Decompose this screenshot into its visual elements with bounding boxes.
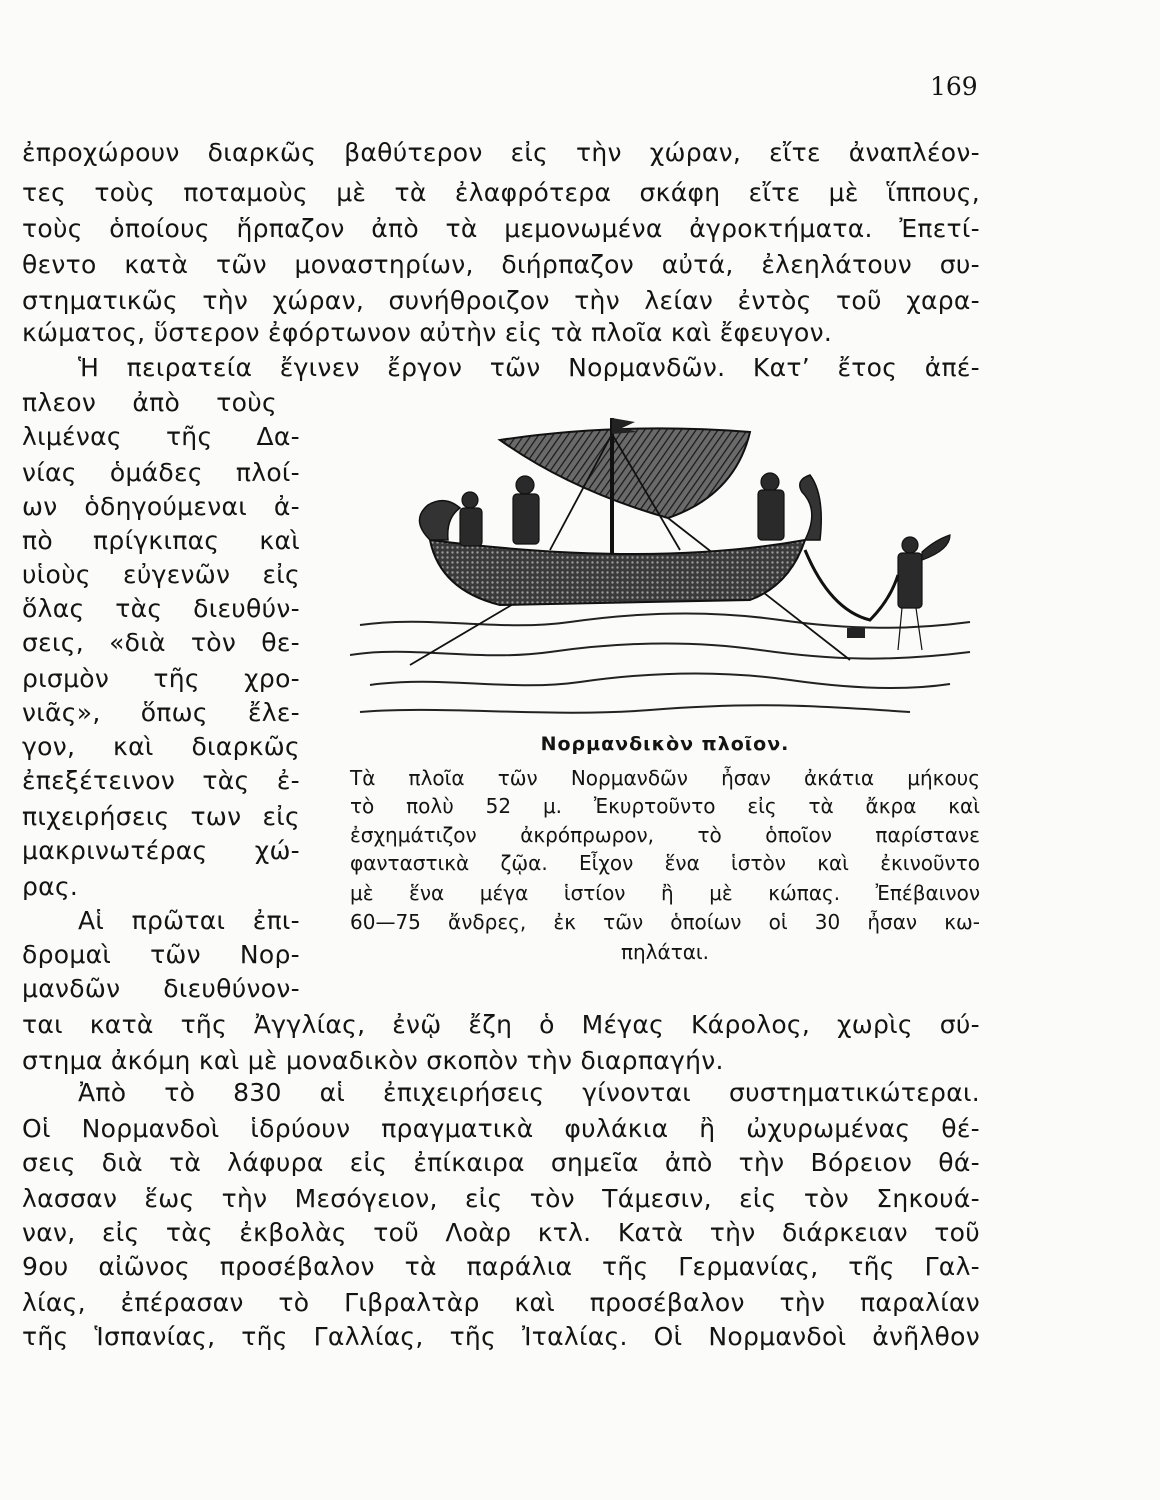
figure-caption-line: 60—75 ἄνδρες, ἐκ τῶν ὁποίων οἱ 30 ἦσαν κω- [350, 910, 980, 934]
column-line: υἱοὺς εὐγενῶν εἰς [22, 560, 300, 589]
figure-caption-line: φανταστικὰ ζῷα. Εἶχον ἕνα ἱστὸν καὶ ἐκινοῦντο [350, 851, 980, 875]
column-line: πὸ πρίγκιπας καὶ [22, 526, 300, 555]
text-line: λασσαν ἕως τὴν Μεσόγειον, εἰς τὸν Τάμεσιν, εἰς τὸν Σηκουά- [22, 1184, 980, 1213]
column-line: ἐπεξέτεινον τὰς ἐ- [22, 766, 300, 795]
column-line: ων ὁδηγούμεναι ἀ- [22, 492, 300, 521]
page-number: 169 [930, 72, 978, 101]
figure-caption-title: Νορμανδικὸν πλοῖον. [540, 733, 790, 755]
column-line: πιχειρήσεις των εἰς [22, 802, 300, 831]
column-line: δρομαὶ τῶν Νορ- [22, 940, 300, 969]
column-line: μανδῶν διευθύνον- [22, 974, 300, 1003]
column-line: νίας ὁμάδες πλοί- [22, 458, 300, 487]
text-line: λίας, ἐπέρασαν τὸ Γιβραλτὰρ καὶ προσέβαλον τὴν παραλίαν [22, 1288, 980, 1317]
text-line: στημα ἀκόμη καὶ μὲ μοναδικὸν σκοπὸν τὴν διαρπαγήν. [22, 1046, 724, 1075]
column-line: πλεον ἀπὸ τοὺς [22, 388, 277, 417]
column-line: νιᾶς», ὅπως ἔλε- [22, 698, 300, 727]
text-line: ἐπροχώρουν διαρκῶς βαθύτερον εἰς τὴν χώραν, εἴτε ἀναπλέον- [22, 138, 980, 167]
norman-ship-illustration [350, 400, 980, 730]
text-line: τῆς Ἱσπανίας, τῆς Γαλλίας, τῆς Ἰταλίας. Οἱ Νορμανδοὶ ἀνῆλθον [22, 1322, 980, 1351]
sea-waves [350, 613, 970, 712]
column-line: λιμένας τῆς Δα- [22, 422, 300, 451]
column-line: σεις, «διὰ τὸν θε- [22, 628, 300, 657]
column-line: Αἱ πρῶται ἐπι- [78, 906, 300, 935]
text-line: 9ου αἰῶνος προσέβαλον τὰ παράλια τῆς Γερμανίας, τῆς Γαλ- [22, 1252, 980, 1281]
text-line: Οἱ Νορμανδοὶ ἱδρύουν πραγματικὰ φυλάκια ἢ ὠχυρωμένας θέ- [22, 1114, 980, 1143]
text-line: ναν, εἰς τὰς ἐκβολὰς τοῦ Λοὰρ κτλ. Κατὰ τὴν διάρκειαν τοῦ [22, 1218, 980, 1247]
shore-figure [898, 535, 950, 650]
text-line: σεις διὰ τὰ λάφυρα εἰς ἐπίκαιρα σημεῖα ἀπὸ τὴν Βόρειον θά- [22, 1148, 980, 1177]
column-line: γον, καὶ διαρκῶς [22, 732, 300, 761]
text-line: στηματικῶς τὴν χώραν, συνήθροιζον τὴν λείαν ἐντὸς τοῦ χαρα- [22, 286, 980, 315]
text-line: Ἡ πειρατεία ἔγινεν ἔργον τῶν Νορμανδῶν. Κατ’ ἔτος ἀπέ- [78, 353, 980, 382]
figure-caption-line: πηλάται. [620, 940, 710, 964]
text-line: Ἀπὸ τὸ 830 αἱ ἐπιχειρήσεις γίνονται συστηματικώτεραι. [78, 1078, 980, 1107]
figure-caption-line: τὸ πολὺ 52 μ. Ἐκυρτοῦντο εἰς τὰ ἄκρα καὶ [350, 794, 980, 818]
ship-hull [430, 540, 805, 605]
column-line: ὅλας τὰς διευθύν- [22, 594, 300, 623]
column-line: μακρινωτέρας χώ- [22, 836, 300, 865]
figure-caption-line: ἐσχημάτιζον ἀκρόπρωρον, τὸ ὁποῖον παρίστανε [350, 823, 980, 847]
column-line: ρας. [22, 872, 79, 901]
text-line: θεντο κατὰ τῶν μοναστηρίων, διήρπαζον αὐτά, ἐλεηλάτουν συ- [22, 250, 980, 279]
text-line: τες τοὺς ποταμοὺς μὲ τὰ ἐλαφρότερα σκάφη εἴτε μὲ ἵππους, [22, 178, 980, 207]
text-line: ται κατὰ τῆς Ἀγγλίας, ἐνῷ ἔζη ὁ Μέγας Κάρολος, χωρὶς σύ- [22, 1010, 980, 1039]
figure-caption-line: μὲ ἕνα μέγα ἱστίον ἢ μὲ κώπας. Ἐπέβαινον [350, 881, 980, 905]
column-line: ρισμὸν τῆς χρο- [22, 664, 300, 693]
text-line: τοὺς ὁποίους ἥρπαζον ἀπὸ τὰ μεμονωμένα ἀγροκτήματα. Ἐπετί- [22, 214, 980, 243]
text-line: κώματος, ὕστερον ἐφόρτωνον αὐτὴν εἰς τὰ πλοῖα καὶ ἔφευγον. [22, 318, 833, 347]
figure-caption-line: Τὰ πλοῖα τῶν Νορμανδῶν ἦσαν ἀκάτια μήκους [350, 766, 980, 790]
